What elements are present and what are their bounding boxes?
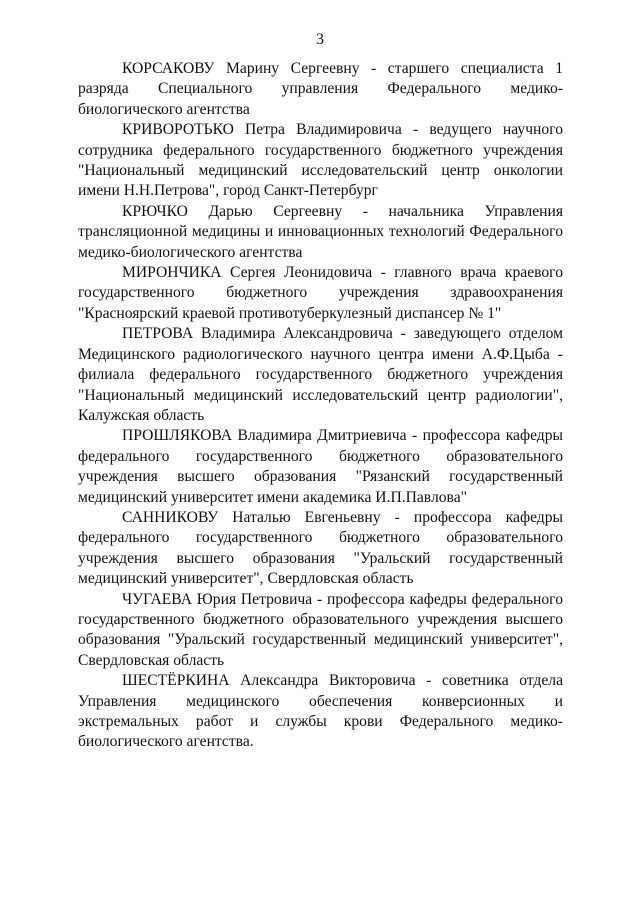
list-item: ПЕТРОВА Владимира Александровича - заведующего отделом Медицинского радиологического научного центра имени А.Ф.Цыба - филиала федерального государственного бюджетного учреждения "Национальный медицинский исследовательский центр радиологии", Калужская область [78,325,563,424]
list-item: КОРСАКОВУ Марину Сергеевну - старшего специалиста 1 разряда Специального управления Федерального медико-биологического агентства [78,60,563,118]
document-body [78,59,563,753]
list-item: ПРОШЛЯКОВА Владимира Дмитриевича - профессора кафедры федерального государственного бюджетного образовательного учреждения высшего образования "Рязанский государственный медицинский университет имени академика И.П.Павлова" [78,427,563,506]
list-item: ШЕСТЁРКИНА Александра Викторовича - советника отдела Управления медицинского обеспечения конверсионных и экстремальных работ и службы крови Федерального медико-биологического агентства. [78,672,563,751]
list-item: САННИКОВУ Наталью Евгеньевну - профессора кафедры федерального государственного бюджетного образовательного учреждения высшего образования "Уральский государственный медицинский университет", Свердловская область [78,508,563,588]
list-item: ЧУГАЕВА Юрия Петровича - профессора кафедры федерального государственного бюджетного образовательного учреждения высшего образования "Уральский государственный медицинский университет", Свердловская область [78,590,563,669]
list-item: МИРОНЧИКА Сергея Леонидовича - главного врача краевого государственного бюджетного учреждения здравоохранения "Красноярский краевой противотуберкулезный диспансер № 1" [78,264,563,322]
list-item: КРЮЧКО Дарью Сергеевну - начальника Управления трансляционной медицины и инновационных технологий Федерального медико-биологического агентства [78,202,563,261]
page-number: 3 [316,31,324,48]
list-item: КРИВОРОТЬКО Петра Владимировича - ведущего научного сотрудника федерального государственного бюджетного учреждения "Национальный медицинский исследовательский центр онкологии имени Н.Н.Петрова", город Санкт-Петербург [78,121,563,200]
